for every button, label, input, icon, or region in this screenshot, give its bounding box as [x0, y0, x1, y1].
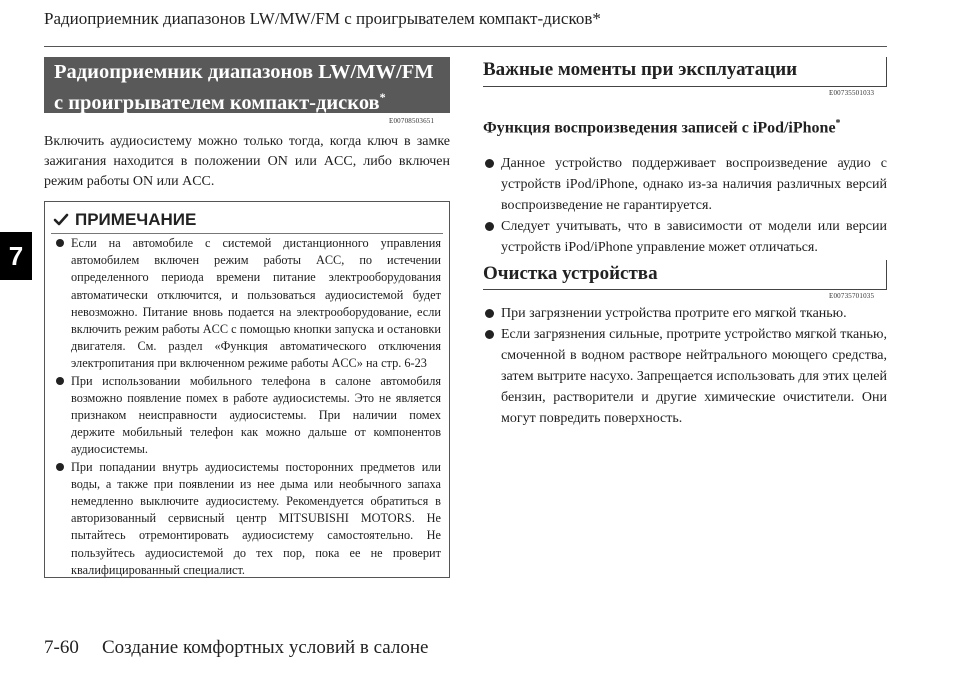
section-code: E00735701035	[829, 292, 875, 300]
intro-paragraph: Включить аудиосистему можно только тогда, когда ключ в замке зажигания находится в положении ON или ACC, либо включен режим работы ON или ACC.	[44, 134, 450, 189]
bullet-icon	[485, 222, 494, 231]
bullet-icon	[56, 377, 64, 385]
section-title-rule	[483, 289, 887, 290]
bullet-icon	[56, 239, 64, 247]
banner-line-2: с проигрывателем компакт-дисков*	[54, 90, 386, 114]
subsection-title-ipod: Функция воспроизведения записей с iPod/iPhone*	[483, 118, 841, 137]
cleaning-list	[483, 303, 887, 429]
chapter-tab: 7	[0, 232, 32, 280]
footer-chapter-title: Создание комфортных условий в салоне	[102, 637, 429, 658]
banner-line-1: Радиоприемник диапазонов LW/MW/FM	[54, 61, 434, 83]
section-title-tick	[886, 260, 887, 289]
list-item: Следует учитывать, что в зависимости от модели или версии устройств iPod/iPhone управление может отличаться.	[483, 216, 887, 258]
header-rule	[44, 46, 887, 47]
ipod-list	[483, 153, 887, 258]
note-item: При попадании внутрь аудиосистемы посторонних предметов или воды, а также при появлении из нее дыма или необычного запаха немедленно выключите аудиосистему. Рекомендуется обратиться в авторизованный сервисный центр MITSUBISHI MOTORS. Не пытайтесь отремонтировать аудиосистему самостоятельно. Не пользуйтесь аудиосистемой до тех пор, пока ее не проверит квалифицированный специалист.	[55, 459, 441, 579]
section-banner	[44, 57, 450, 113]
section-code: E00735501033	[829, 89, 875, 97]
section-title-operation: Важные моменты при эксплуатации	[483, 59, 798, 80]
note-divider	[51, 233, 443, 234]
check-icon	[53, 212, 69, 228]
note-box	[44, 201, 450, 578]
section-title-tick	[886, 57, 887, 86]
running-header: Радиоприемник диапазонов LW/MW/FM с проигрывателем компакт-дисков*	[44, 9, 601, 28]
note-list	[55, 235, 441, 579]
note-header	[53, 210, 196, 230]
section-code: E00708503651	[389, 117, 435, 125]
bullet-icon	[485, 330, 494, 339]
note-title: ПРИМЕЧАНИЕ	[75, 210, 197, 229]
subsection-star: *	[835, 118, 841, 129]
bullet-icon	[56, 463, 64, 471]
bullet-icon	[485, 309, 494, 318]
list-item: Если загрязнения сильные, протрите устройство мягкой тканью, смоченной в водном растворе нейтрального моющего средства, затем вытрите насухо. Запрещается использовать для этих целей бензин, растворители и другие химические очистители. Они могут повредить поверхность.	[483, 324, 887, 429]
list-item: Данное устройство поддерживает воспроизведение аудио с устройств iPod/iPhone, однако из-за наличия различных версий воспроизведение не гарантируется.	[483, 153, 887, 216]
section-title-cleaning: Очистка устройства	[483, 263, 658, 284]
bullet-icon	[485, 159, 494, 168]
note-item: Если на автомобиле с системой дистанционного управления автомобилем включен режим работы ACC, по истечении определенного периода времени питание электрооборудования автоматически отключится, и пользоваться аудиосистемой будет невозможно. Питание вновь подается на электрооборудование, если включить режим работы ACC с помощью кнопки запуска и остановки двигателя. См. раздел «Функция автоматического отключения электропитания при включенном режиме работы ACC» на стр. 6-23	[55, 235, 441, 373]
banner-star: *	[379, 90, 386, 104]
page-number: 7-60	[44, 637, 79, 658]
section-title-rule	[483, 86, 887, 87]
note-item: При использовании мобильного телефона в салоне автомобиля возможно появление помех в работе аудиосистемы. Это не является признаком неисправности аудиосистемы. При наличии помех держите мобильный телефон как можно дальше от компонентов аудиосистемы.	[55, 373, 441, 459]
list-item: При загрязнении устройства протрите его мягкой тканью.	[483, 303, 887, 324]
